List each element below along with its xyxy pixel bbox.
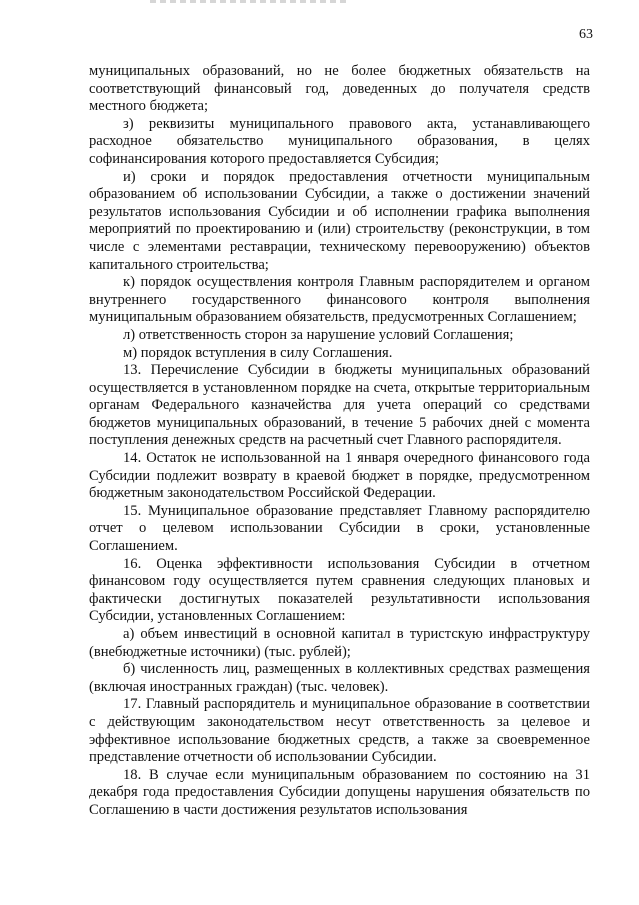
paragraph: л) ответственность сторон за нарушение условий Соглашения; xyxy=(123,326,514,343)
paragraph: и) сроки и порядок предоставления отчетности муниципальным образованием об использовании Субсидии, а также о достижении значений результатов использования Субсидии и об исполнении графика выполнения мероприятий по проектированию и (или) строительству (реконструкции, в том числе с элементами реставрации, техническому перевооружению) объектов капитального строительства; xyxy=(89,168,590,273)
paragraph: 14. Остаток не использованной на 1 января очередного финансового года Субсидии подлежит возврату в краевой бюджет в порядке, предусмотренном бюджетным законодательством Российской Федерации. xyxy=(89,450,590,502)
page-number: 63 xyxy=(579,27,593,42)
paragraph: м) порядок вступления в силу Соглашения. xyxy=(123,344,393,361)
paragraph: 13. Перечисление Субсидии в бюджеты муниципальных образований осуществляется в установленном порядке на счета, открытые территориальным органам Федерального казначейства для учета операций со средствами бюджетов муниципальных образований, в течение 5 рабочих дней с момента поступления денежных средств на расчетный счет Главного распорядителя. xyxy=(89,362,590,449)
paragraph: 17. Главный распорядитель и муниципальное образование в соответствии с действующим законодательством несут ответственность за целевое и эффективное использование бюджетных средств, а также за своевременное представление отчетности об использовании Субсидии. xyxy=(89,696,590,766)
paragraph: 15. Муниципальное образование представляет Главному распорядителю отчет о целевом использовании Субсидии в сроки, установленные Соглашением. xyxy=(89,502,590,555)
paragraph: муниципальных образований, но не более бюджетных обязательств на соответствующий финансовый год, доведенных до получателя средств местного бюджета; xyxy=(89,63,590,115)
scan-edge-mark xyxy=(150,0,350,3)
paragraph: к) порядок осуществления контроля Главным распорядителем и органом внутреннего государственного финансового контроля выполнения муниципальным образованием обязательств, предусмотренных Соглашением; xyxy=(89,274,590,326)
paragraph: а) объем инвестиций в основной капитал в туристскую инфраструктуру (внебюджетные источники) (тыс. рублей); xyxy=(89,626,590,660)
paragraph: 18. В случае если муниципальным образованием по состоянию на 31 декабря года предоставления Субсидии допущены нарушения обязательств по Соглашению в части достижения результатов использования xyxy=(89,766,590,818)
paragraph: з) реквизиты муниципального правового акта, устанавливающего расходное обязательство муниципального образования, в целях софинансирования которого предоставляется Субсидия; xyxy=(89,115,590,167)
paragraph: 16. Оценка эффективности использования Субсидии в отчетном финансовом году осуществляется путем сравнения следующих плановых и фактически достигнутых показателей результативности использования Субсидии, установленных Соглашением: xyxy=(89,555,590,625)
paragraph: б) численность лиц, размещенных в коллективных средствах размещения (включая иностранных граждан) (тыс. человек). xyxy=(89,661,590,695)
body-text xyxy=(89,63,590,820)
